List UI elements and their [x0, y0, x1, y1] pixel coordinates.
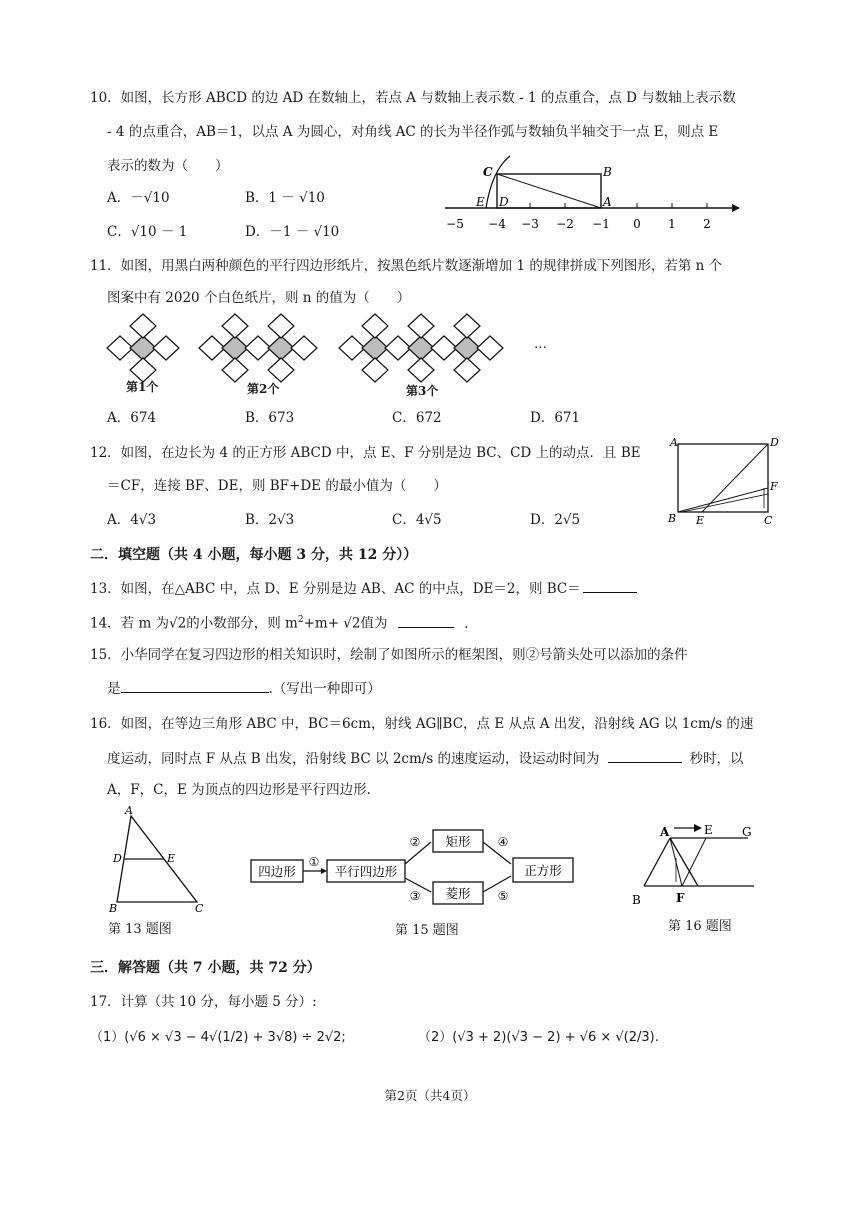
q16-line1: 16．如图，在等边三角形 ABC 中，BC＝6cm，射线 AG∥BC，点 E 从点 A 出发，沿射线 AG 以 1cm/s 的速	[90, 716, 754, 732]
q16-line3: A，F，C，E 为顶点的四边形是平行四边形.	[107, 782, 371, 798]
q12-label-b: B	[668, 512, 677, 525]
q11-pattern-3-white-tile	[408, 358, 434, 382]
q11-pattern-3-black-tile	[454, 336, 480, 360]
q11-pattern-3-white-tile	[454, 314, 480, 338]
q12-label-a: A	[670, 436, 678, 449]
q11-pattern-2-white-tile	[291, 336, 317, 360]
q16-line2-pre: 度运动，同时点 F 从点 B 出发，沿射线 BC 以 2cm/s 的速度运动，设运动时间为	[107, 751, 600, 767]
q11-ellipsis: …	[534, 337, 547, 352]
fig15-num-2: ②	[409, 835, 421, 849]
fig15-num-1: ①	[308, 855, 320, 869]
q10-tick-3: −2	[556, 217, 574, 231]
q11-line2: 图案中有 2020 个白色纸片，则 n 的值为（ ）	[107, 290, 411, 306]
q16-line2	[107, 748, 744, 769]
q12-label-c: C	[764, 514, 773, 527]
q10-tick-5: 0	[633, 217, 641, 231]
q15-blank	[121, 678, 269, 693]
q10-line1: 10．如图，长方形 ABCD 的边 AD 在数轴上，若点 A 与数轴上表示数 - 1 的点重合，点 D 与数轴上表示数	[90, 90, 736, 106]
q11-pattern-3-white-tile	[362, 358, 388, 382]
q10-label-b: B	[603, 165, 612, 179]
q14-text	[90, 610, 468, 634]
fig16-label-b: B	[632, 893, 641, 907]
q13-blank	[583, 578, 637, 593]
fig15-box-rectangle: 矩形	[445, 834, 471, 849]
q17-part1: （1）(√6 × √3 − 4√(1/2) + 3√8) ÷ 2√2;	[90, 1030, 346, 1045]
q14-sup: 2	[297, 615, 304, 625]
fig15-box-quadrilateral: 四边形	[258, 864, 296, 879]
q11-pattern-3-white-tile	[477, 336, 503, 360]
q10-option-c: C．√10 － 1	[107, 224, 188, 240]
fig15-flowchart	[245, 826, 585, 912]
q11-pattern-3-white-tile	[385, 336, 411, 360]
fig16-label-f: F	[676, 891, 685, 905]
q12-option-d: D．2√5	[530, 512, 581, 528]
q10-tick-0: −5	[446, 217, 464, 231]
q13-text-body: 13．如图，在△ABC 中，点 D、E 分别是边 AB、AC 的中点，DE＝2，则 BC＝	[90, 581, 581, 597]
q13-text	[90, 578, 637, 599]
fig16-label-g: G	[742, 825, 752, 839]
fig13-label-a: A	[125, 804, 133, 817]
q14-end: .	[464, 615, 469, 632]
q14-pre: 14．若 m 为√2的小数部分，则 m	[90, 615, 298, 632]
q11-pattern-2-white-tile	[222, 314, 248, 338]
q15-line2-post: .（写出一种即可）	[268, 681, 381, 697]
q11-pattern-3-white-tile	[362, 314, 388, 338]
q12-label-d: D	[770, 436, 779, 449]
q11-label-1: 第1个	[126, 380, 159, 394]
q11-pattern-3-white-tile	[339, 336, 365, 360]
q11-option-c: C．672	[392, 410, 442, 426]
fig13-label-d: D	[113, 852, 122, 865]
q10-line2: - 4 的点重合，AB＝1，以点 A 为圆心，对角线 AC 的长为半径作弧与数轴负半轴交于一点 E，则点 E	[107, 124, 719, 140]
fig13-label-b: B	[109, 902, 118, 915]
q11-pattern-3-white-tile	[454, 358, 480, 382]
fig16-caption: 第 16 题图	[668, 919, 732, 934]
q10-tick-4: −1	[592, 217, 610, 231]
q11-pattern-1-white-tile	[107, 336, 133, 360]
section-2-heading: 二．填空题（共 4 小题，每小题 3 分，共 12 分））	[90, 547, 418, 563]
q11-pattern-2-white-tile	[199, 336, 225, 360]
q17-part2: （2）(√3 + 2)(√3 − 2) + √6 × √(2/3).	[418, 1030, 659, 1045]
q11-pattern-1-white-tile	[130, 314, 156, 338]
q11-pattern-figure	[100, 316, 560, 396]
q15-line2	[107, 678, 381, 699]
q16-line2-post: 秒时，以	[689, 751, 744, 767]
q11-pattern-1-black-tile	[130, 336, 156, 360]
fig16-figure	[630, 818, 760, 908]
q11-label-3: 第3个	[406, 384, 439, 398]
q11-label-2: 第2个	[247, 382, 280, 396]
fig15-num-4: ④	[497, 835, 509, 849]
q11-pattern-3-black-tile	[408, 336, 434, 360]
q11-option-d: D．671	[530, 410, 581, 426]
q11-pattern-2-white-tile	[268, 358, 294, 382]
q11-line1: 11．如图，用黑白两种颜色的平行四边形纸片，按黑色纸片数逐渐增加 1 的规律拼成下列图形，若第 n 个	[90, 258, 723, 274]
q14-blank	[398, 613, 454, 628]
q11-pattern-2-black-tile	[222, 336, 248, 360]
fig15-num-3: ③	[409, 889, 421, 903]
fig15-box-parallelogram: 平行四边形	[334, 864, 398, 879]
q10-tick-2: −3	[521, 217, 539, 231]
q15-line1: 15．小华同学在复习四边形的相关知识时，绘制了如图所示的框架图，则②号箭头处可以添加的条件	[90, 647, 688, 663]
q12-option-b: B．2√3	[245, 512, 295, 528]
q11-pattern-2-white-tile	[268, 314, 294, 338]
q12-option-a: A．4√3	[107, 512, 157, 528]
q10-option-d: D．－1 － √10	[245, 224, 340, 240]
fig15-num-5: ⑤	[497, 889, 509, 903]
fig13-label-c: C	[195, 902, 204, 915]
q10-label-c: C	[483, 165, 493, 179]
q12-label-e: E	[696, 514, 705, 527]
fig16-label-a: A	[660, 825, 670, 839]
q14-post: +m+ √2值为	[303, 615, 388, 632]
section-3-heading: 三．解答题（共 7 小题，共 72 分）	[90, 960, 321, 976]
q10-label-a: A	[603, 195, 612, 209]
fig13-triangle	[105, 806, 215, 916]
q17-line1: 17．计算（共 10 分，每小题 5 分）:	[90, 994, 317, 1010]
q11-pattern-2-white-tile	[245, 336, 271, 360]
q10-number-line-figure	[440, 150, 740, 240]
q10-label-e: E	[476, 195, 485, 209]
q12-label-f: F	[770, 480, 778, 493]
fig13-caption: 第 13 题图	[108, 922, 172, 937]
q11-pattern-2-white-tile	[222, 358, 248, 382]
q12-option-c: C．4√5	[392, 512, 442, 528]
page-footer: 第2页（共4页）	[384, 1088, 476, 1103]
q11-option-b: B．673	[245, 410, 295, 426]
fig15-box-rhombus: 菱形	[445, 886, 471, 901]
q10-tick-6: 1	[668, 217, 676, 231]
q11-pattern-2-black-tile	[268, 336, 294, 360]
q15-line2-pre: 是	[107, 681, 121, 697]
q12-line2: ＝CF，连接 BF、DE，则 BF+DE 的最小值为（ ）	[107, 478, 447, 494]
q10-line3: 表示的数为（ ）	[107, 158, 229, 174]
q16-blank	[608, 748, 682, 763]
q10-tick-7: 2	[703, 217, 711, 231]
q10-label-d: D	[499, 195, 509, 209]
q10-tick-1: −4	[488, 217, 506, 231]
q11-pattern-3-white-tile	[431, 336, 457, 360]
q11-pattern-3-black-tile	[362, 336, 388, 360]
q12-square-figure	[668, 436, 788, 536]
q11-pattern-1-white-tile	[153, 336, 179, 360]
q10-option-a: A．－√10	[107, 190, 170, 206]
fig16-label-e: E	[704, 823, 713, 837]
q11-pattern-3-white-tile	[408, 314, 434, 338]
q11-option-a: A．674	[107, 410, 157, 426]
fig15-caption: 第 15 题图	[395, 923, 459, 938]
q10-option-b: B．1 － √10	[245, 190, 325, 206]
q12-line1: 12．如图，在边长为 4 的正方形 ABCD 中，点 E、F 分别是边 BC、CD 上的动点．且 BE	[90, 445, 641, 461]
fig13-label-e: E	[167, 852, 176, 865]
fig15-box-square: 正方形	[524, 863, 562, 878]
